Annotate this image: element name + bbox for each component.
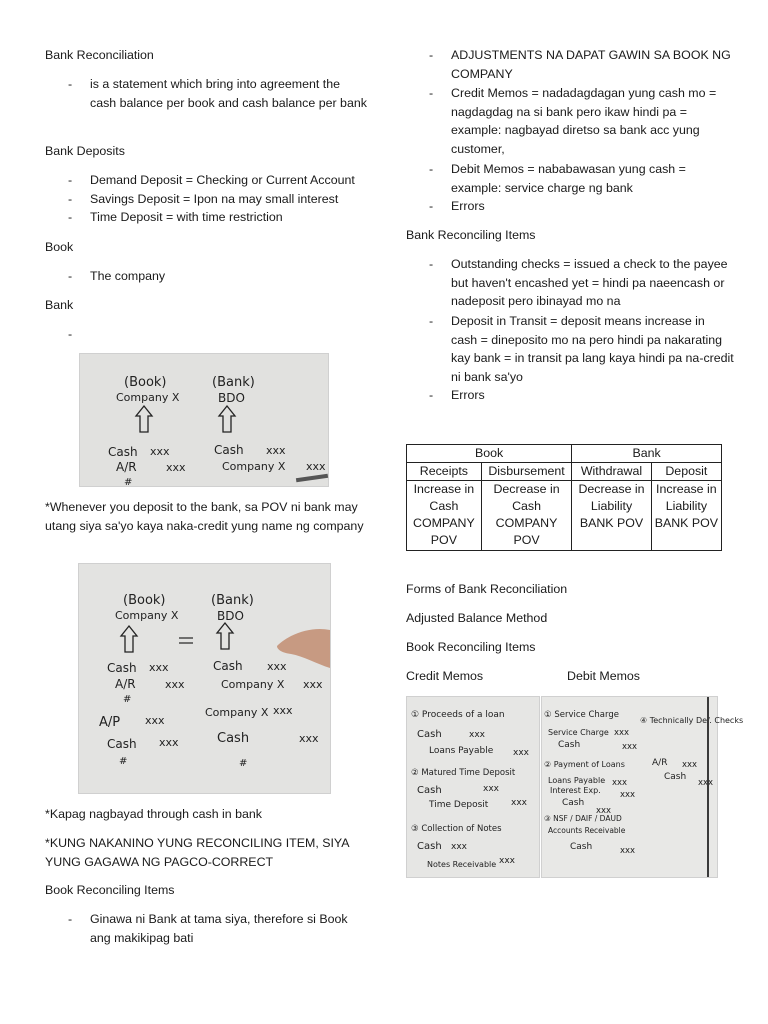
svg-text:② Matured Time Deposit: ② Matured Time Deposit [411, 768, 516, 778]
svg-text:A/R: A/R [115, 677, 136, 691]
table-cell: Increase in Liability BANK POV [651, 481, 721, 551]
svg-text:xxx: xxx [299, 732, 319, 745]
heading-book-reconciling: Book Reconciling Items [406, 640, 536, 654]
svg-text:#: # [123, 694, 132, 705]
svg-text:③ NSF / DAIF / DAUD: ③ NSF / DAIF / DAUD [544, 814, 622, 823]
column-header-disbursement: Disbursement [481, 463, 572, 481]
svg-text:xxx: xxx [306, 460, 326, 473]
svg-text:① Proceeds of a loan: ① Proceeds of a loan [411, 710, 505, 720]
svg-text:Company X: Company X [205, 706, 269, 719]
list-item: - Debit Memos = nababawasan yung cash = example: service charge ng bank [429, 162, 686, 195]
svg-text:Cash: Cash [417, 729, 442, 740]
svg-text:Company X: Company X [221, 678, 285, 691]
list-item: - The company [68, 269, 166, 283]
svg-text:Company X: Company X [115, 609, 179, 622]
svg-text:Loans Payable: Loans Payable [429, 746, 494, 756]
svg-text:xxx: xxx [622, 742, 638, 752]
svg-text:xxx: xxx [620, 846, 636, 856]
svg-text:xxx: xxx [499, 856, 515, 866]
heading-adjusted-balance: Adjusted Balance Method [406, 611, 548, 625]
svg-text:xxx: xxx [483, 784, 499, 794]
svg-text:Cash: Cash [107, 661, 137, 675]
svg-text:A/R: A/R [652, 758, 668, 768]
whiteboard-photo [79, 353, 329, 487]
table-header-bank: Bank [572, 445, 722, 463]
table-cell: Decrease in Liability BANK POV [572, 481, 651, 551]
svg-text:Cash: Cash [417, 785, 442, 796]
table-header-book: Book [407, 445, 572, 463]
svg-text:Cash: Cash [107, 737, 137, 751]
heading-bank-reconciling-items: Bank Reconciling Items [406, 228, 536, 242]
table-cell: Increase in Cash COMPANY POV [407, 481, 482, 551]
list-item: - Credit Memos = nadadagdagan yung cash mo = nagdagdag na si bank pero ikaw hindi pa = example: nagbayad diretso sa bank acc yung customer, [429, 86, 717, 156]
list-item: - is a statement which bring into agreement the cash balance per book and cash balance per bank [68, 77, 367, 110]
svg-text:Loans Payable: Loans Payable [548, 776, 606, 785]
label-debit-memos: Debit Memos [567, 669, 640, 683]
svg-text:Cash: Cash [213, 659, 243, 673]
svg-text:xxx: xxx [145, 714, 165, 727]
svg-text:(Bank): (Bank) [211, 593, 254, 608]
svg-text:④ Technically Def. Checks: ④ Technically Def. Checks [640, 716, 744, 725]
note-reconciling: *KUNG NAKANINO YUNG RECONCILING ITEM, SIYA YUNG GAGAWA NG PAGCO-CORRECT [45, 836, 349, 869]
list-item: - Errors [429, 199, 485, 213]
list-item: - Errors [429, 388, 485, 402]
svg-text:Cash: Cash [217, 731, 250, 746]
heading-book-reconciling-items: Book Reconciling Items [45, 883, 175, 897]
svg-text:(Book): (Book) [124, 375, 167, 390]
column-header-deposit: Deposit [651, 463, 721, 481]
svg-text:#: # [119, 756, 128, 767]
list-item: - Savings Deposit = Ipon na may small interest [68, 192, 339, 206]
svg-text:Time Deposit: Time Deposit [429, 800, 489, 810]
svg-text:xxx: xxx [266, 444, 286, 457]
svg-text:xxx: xxx [682, 760, 698, 770]
svg-text:BDO: BDO [218, 391, 245, 405]
svg-text:#: # [124, 477, 133, 488]
svg-text:xxx: xxx [612, 778, 628, 788]
svg-text:xxx: xxx [165, 678, 185, 691]
list-item: - Time Deposit = with time restriction [68, 210, 283, 224]
svg-text:xxx: xxx [267, 660, 287, 673]
whiteboard-photo-credit-memos [406, 696, 540, 878]
svg-text:xxx: xxx [159, 736, 179, 749]
svg-text:① Service Charge: ① Service Charge [544, 710, 619, 720]
svg-text:xxx: xxx [273, 704, 293, 717]
whiteboard-photo-debit-memos [541, 696, 744, 878]
heading-bank: Bank [45, 298, 74, 312]
label-credit-memos: Credit Memos [406, 669, 484, 683]
note-deposit: *Whenever you deposit to the bank, sa POV ni bank may utang siya sa'yo kaya naka-credit yung name ng company [45, 500, 364, 533]
svg-text:xxx: xxx [149, 661, 169, 674]
svg-text:Cash: Cash [417, 841, 442, 852]
svg-text:xxx: xxx [614, 728, 630, 738]
list-item: - Demand Deposit = Checking or Current Account [68, 173, 355, 187]
svg-text:xxx: xxx [511, 798, 527, 808]
svg-text:xxx: xxx [451, 842, 467, 852]
column-header-withdrawal: Withdrawal [572, 463, 651, 481]
svg-text:xxx: xxx [469, 730, 485, 740]
heading-bank-reconciliation: Bank Reconciliation [45, 48, 154, 62]
svg-text:xxx: xxx [596, 806, 612, 816]
heading-bank-deposits: Bank Deposits [45, 144, 125, 158]
svg-text:③ Collection of Notes: ③ Collection of Notes [411, 824, 502, 834]
list-item: - [68, 327, 73, 341]
svg-text:Company X: Company X [222, 460, 286, 473]
heading-forms: Forms of Bank Reconciliation [406, 582, 568, 596]
whiteboard-photo [78, 563, 331, 794]
svg-text:xxx: xxx [166, 461, 186, 474]
svg-text:Cash: Cash [562, 798, 585, 808]
svg-text:Service Charge: Service Charge [548, 728, 609, 737]
svg-text:Accounts Receivable: Accounts Receivable [548, 826, 626, 835]
svg-text:#: # [239, 758, 248, 769]
note-cash-in-bank: *Kapag nagbayad through cash in bank [45, 807, 263, 821]
list-item: - Deposit in Transit = deposit means increase in cash = dineposito mo na pero hindi pa nakarating kay bank = in transit pa lang kaya hindi pa na-credit ni bank sa'yo [429, 314, 734, 384]
heading-book: Book [45, 240, 74, 254]
svg-text:Cash: Cash [108, 445, 138, 459]
svg-text:A/R: A/R [116, 460, 137, 474]
book-bank-table [406, 444, 722, 551]
svg-text:xxx: xxx [698, 778, 714, 788]
svg-text:xxx: xxx [150, 445, 170, 458]
svg-text:Cash: Cash [570, 842, 593, 852]
svg-text:xxx: xxx [513, 748, 529, 758]
svg-text:Notes Receivable: Notes Receivable [427, 860, 497, 869]
svg-text:Interest Exp.: Interest Exp. [550, 786, 601, 795]
svg-text:② Payment of Loans: ② Payment of Loans [544, 760, 625, 769]
svg-text:(Book): (Book) [123, 593, 166, 608]
svg-text:Company X: Company X [116, 391, 180, 404]
svg-text:BDO: BDO [217, 609, 244, 623]
list-item: - Ginawa ni Bank at tama siya, therefore si Book ang makikipag bati [68, 912, 348, 945]
svg-text:xxx: xxx [620, 790, 636, 800]
list-item: - ADJUSTMENTS NA DAPAT GAWIN SA BOOK NG COMPANY [429, 48, 731, 81]
table-cell: Decrease in Cash COMPANY POV [481, 481, 572, 551]
svg-text:Cash: Cash [214, 443, 244, 457]
svg-text:Cash: Cash [558, 740, 581, 750]
svg-text:Cash: Cash [664, 772, 687, 782]
svg-text:A/P: A/P [99, 715, 121, 730]
svg-text:xxx: xxx [303, 678, 323, 691]
svg-text:(Bank): (Bank) [212, 375, 255, 390]
column-header-receipts: Receipts [407, 463, 482, 481]
list-item: - Outstanding checks = issued a check to the payee but haven't encashed yet = hindi pa naeencash or nadeposit pero ibinayad mo na [429, 257, 728, 309]
